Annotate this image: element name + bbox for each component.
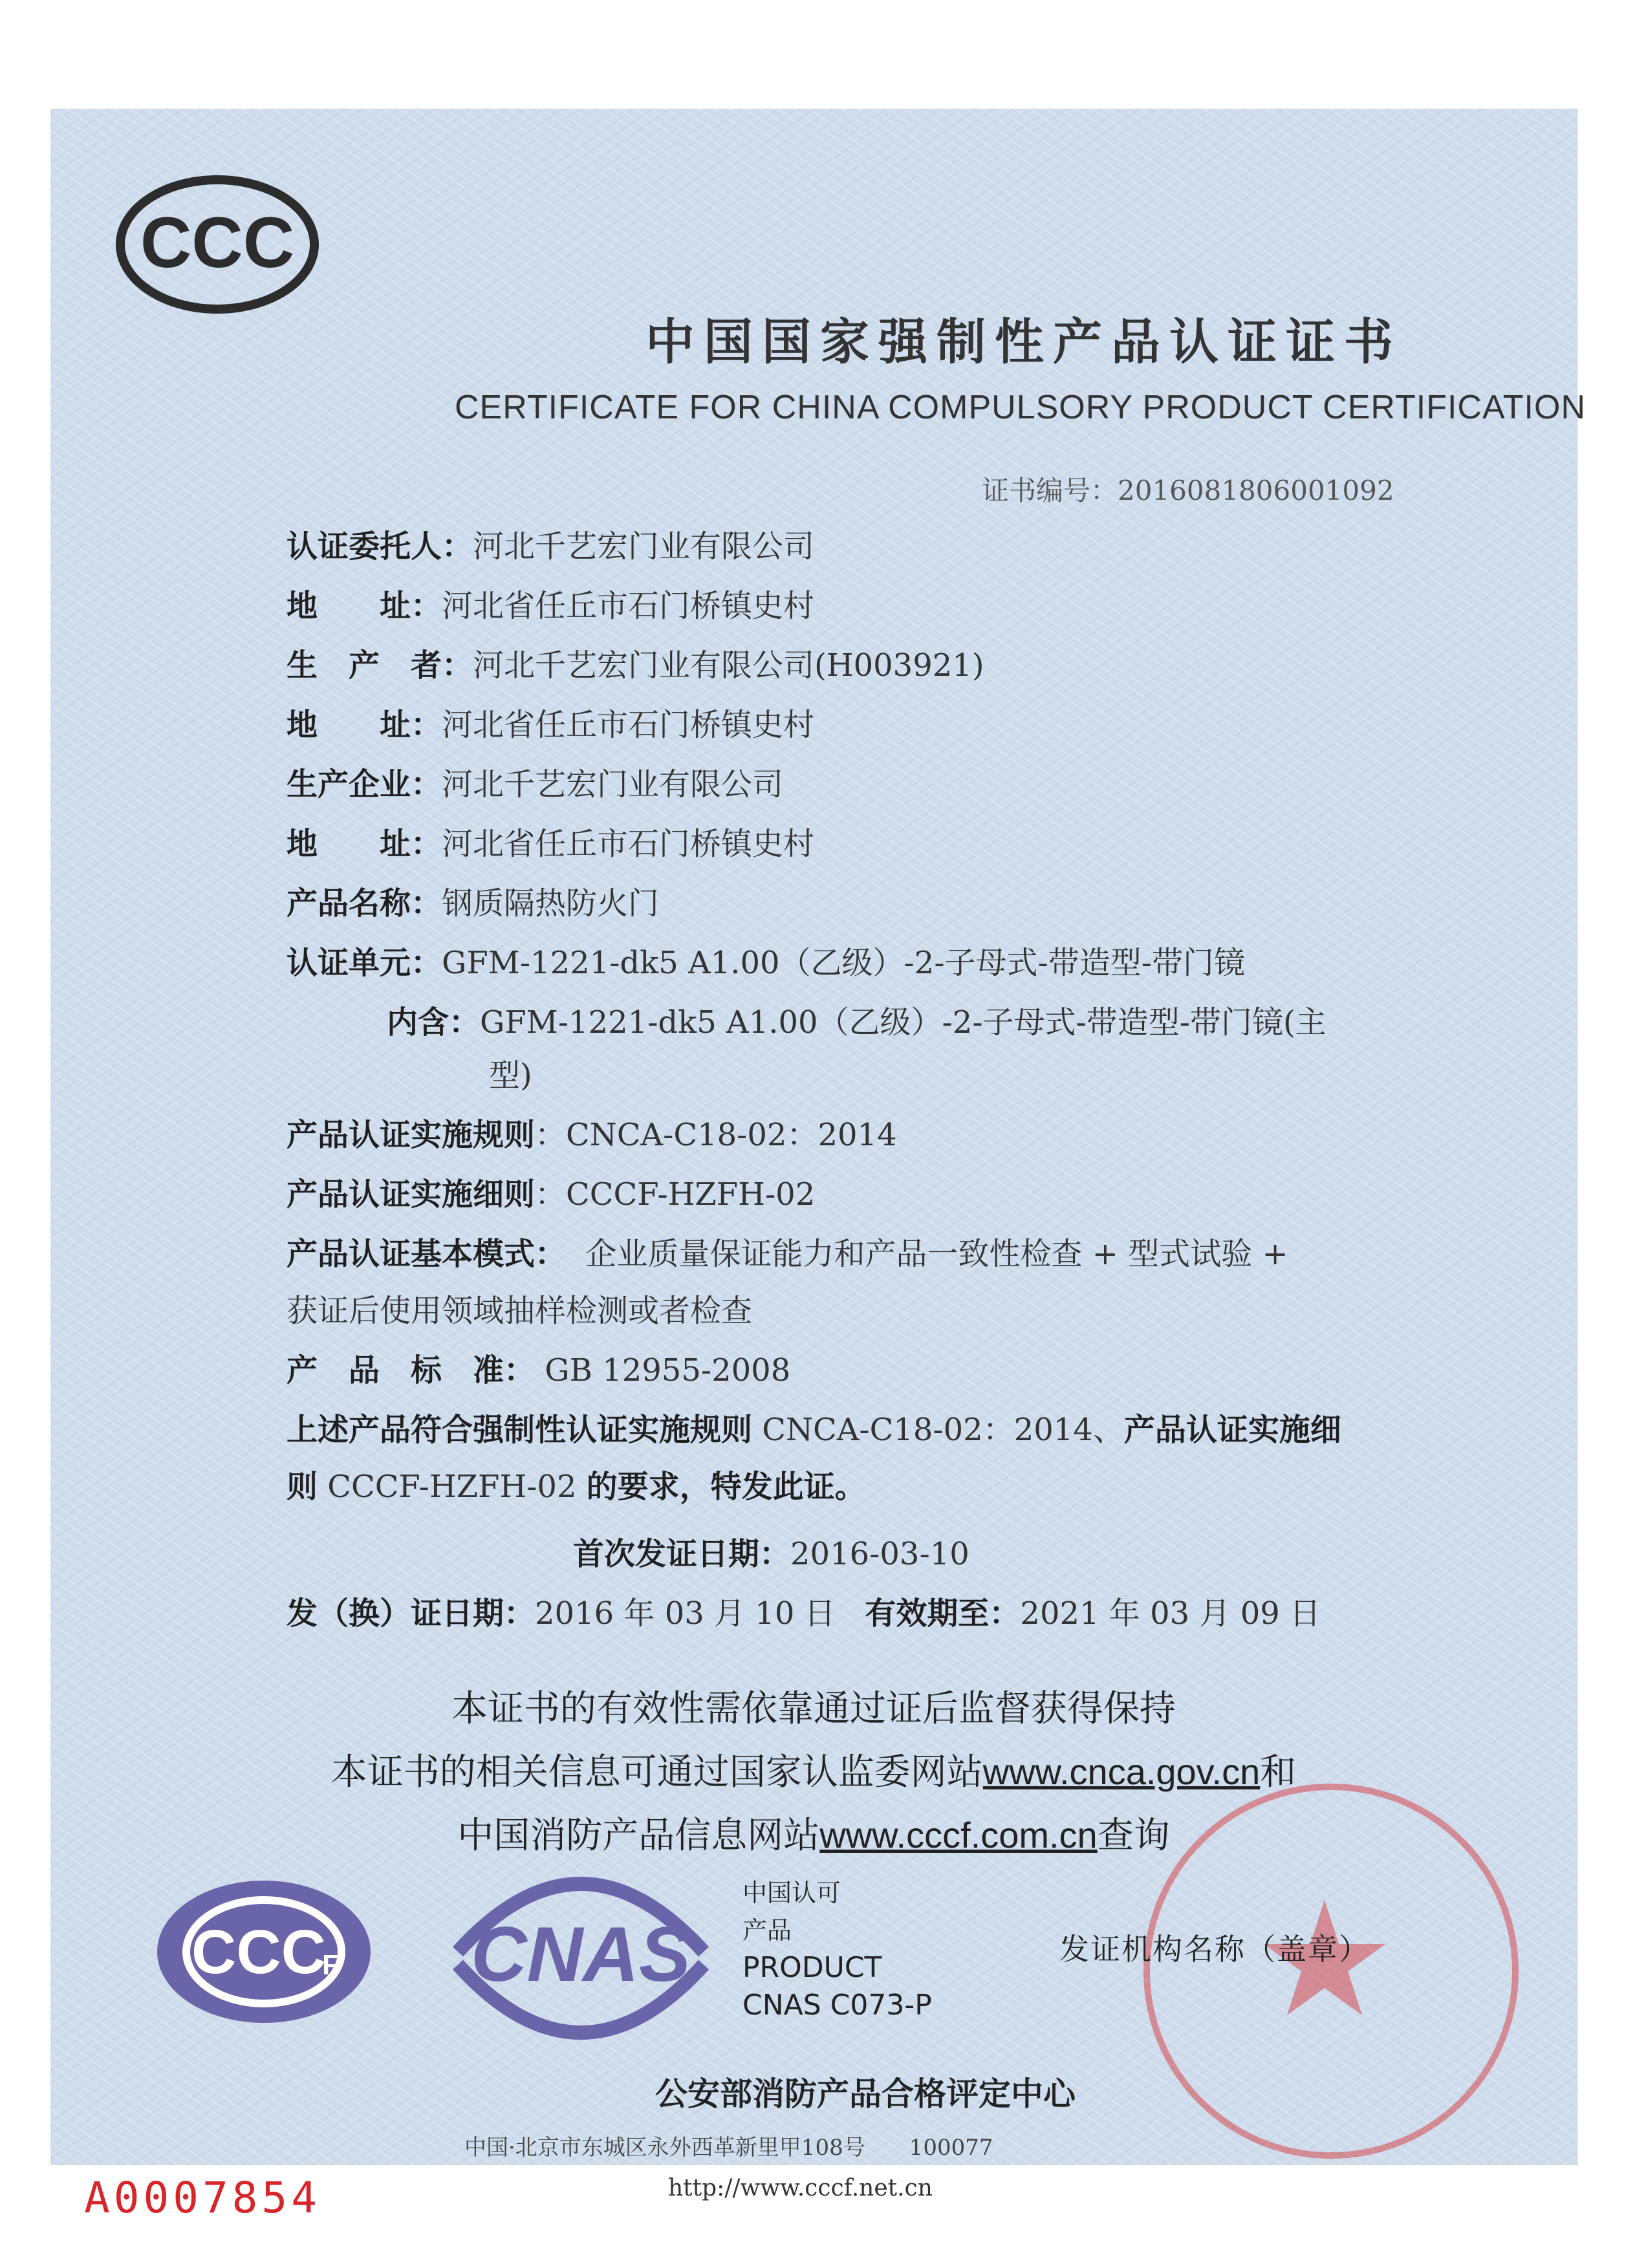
issuer-address: 中国·北京市东城区永外西革新里甲108号 100077	[464, 2135, 993, 2161]
address-value: 河北省任丘市石门桥镇史村	[442, 707, 815, 743]
valid-until-label: 有效期至：	[865, 1595, 1021, 1632]
applicant-value: 河北千艺宏门业有限公司	[473, 528, 815, 565]
implementation-detail-row	[287, 1169, 815, 1214]
contains-label: 内含：	[387, 1004, 481, 1041]
manufacturer-row	[287, 640, 984, 685]
certificate-number: 证书编号：2016081806001092	[982, 475, 1394, 506]
implementation-rule-row	[287, 1110, 897, 1154]
address-value: 河北省任丘市石门桥镇史村	[442, 588, 815, 624]
contains-row-continued	[489, 1050, 532, 1095]
svg-text:CNAS: CNAS	[470, 1911, 691, 1998]
issuer-seal-label: 发证机构名称（盖章）	[1059, 1932, 1370, 1967]
basic-mode-value: 企业质量保证能力和产品一致性检查 + 型式试验 +	[585, 1236, 1288, 1272]
product-standard-row	[287, 1345, 790, 1390]
conformity-text: 上述产品符合强制性认证实施规则	[287, 1412, 753, 1448]
basic-mode-row-continued	[287, 1286, 752, 1330]
basic-mode-value-continued: 获证后使用领域抽样检测或者检查	[287, 1293, 753, 1329]
title-chinese: 中国国家强制性产品认证证书	[645, 313, 1402, 371]
cccf-link[interactable]: www.cccf.com.cn	[819, 1815, 1098, 1855]
conformity-text: 的要求，特发此证。	[586, 1469, 866, 1505]
cccf-logo	[154, 1877, 374, 2026]
issue-date-value: 2016 年 03 月 10 日	[535, 1595, 836, 1632]
conformity-detail-ref: CCCF-HZFH-02	[318, 1469, 587, 1505]
product-name-row	[287, 878, 659, 923]
implementation-rule-value: ：CNCA-C18-02：2014	[535, 1117, 897, 1153]
contains-row	[387, 997, 1326, 1042]
ccc-logo	[114, 173, 321, 316]
cnas-text-number: CNAS C073-P	[742, 1989, 932, 2022]
cnas-text-product-en: PRODUCT	[742, 1951, 882, 1984]
address-label: 地 址：	[287, 707, 442, 743]
issue-date-label: 发（换）证日期：	[287, 1595, 536, 1632]
applicant-row	[287, 521, 814, 566]
validity-notice: 本证书的有效性需依靠通过证后监督获得保持	[451, 1688, 1176, 1730]
cnca-notice-text: 本证书的相关信息可通过国家认监委网站	[330, 1751, 983, 1793]
manufacturer-value: 河北千艺宏门业有限公司(H003921)	[473, 647, 984, 684]
manufacturer-label: 生 产 者：	[287, 647, 473, 684]
title-english: CERTIFICATE FOR CHINA COMPULSORY PRODUCT CERTIFICATION	[455, 389, 1586, 426]
product-name-value: 钢质隔热防火门	[442, 885, 660, 922]
issue-date-row	[287, 1588, 1321, 1633]
svg-text:CCC: CCC	[191, 1917, 326, 1987]
basic-mode-label: 产品认证基本模式：	[287, 1236, 567, 1272]
cnas-text-cn: 中国认可	[742, 1879, 841, 1907]
certification-unit-value: GFM-1221-dk5 A1.00（乙级）-2-子母式-带造型-带门镜	[442, 945, 1245, 981]
issuer-name: 公安部消防产品合格评定中心	[655, 2075, 1076, 2113]
conformity-rule-ref: CNCA-C18-02：2014、	[752, 1412, 1124, 1448]
factory-row	[287, 759, 783, 804]
certification-unit-row	[287, 938, 1245, 982]
factory-value: 河北千艺宏门业有限公司	[442, 766, 784, 803]
cnca-notice-suffix: 和	[1260, 1751, 1297, 1793]
contains-value: GFM-1221-dk5 A1.00（乙级）-2-子母式-带造型-带门镜(主	[480, 1004, 1326, 1041]
first-issue-date-row	[573, 1529, 969, 1573]
address-row-1	[287, 581, 814, 625]
svg-text:F: F	[322, 1949, 340, 1981]
conformity-text: 则	[287, 1469, 318, 1505]
conformity-statement-line-2	[287, 1462, 866, 1506]
cccf-notice-text: 中国消防产品信息网站	[457, 1815, 820, 1857]
address-value: 河北省任丘市石门桥镇史村	[442, 826, 815, 862]
product-standard-value: GB 12955-2008	[545, 1352, 791, 1388]
contains-value-continued: 型)	[489, 1057, 532, 1094]
issuer-website[interactable]: http://www.cccf.net.cn	[668, 2175, 933, 2201]
applicant-label: 认证委托人：	[287, 528, 473, 565]
first-issue-date-label: 首次发证日期：	[573, 1536, 791, 1572]
address-row-3	[287, 819, 814, 863]
implementation-detail-value: ：CCCF-HZFH-02	[535, 1176, 816, 1213]
address-label: 地 址：	[287, 588, 442, 624]
implementation-detail-label: 产品认证实施细则	[287, 1176, 536, 1213]
serial-number: A0007854	[84, 2173, 321, 2223]
conformity-statement-line-1	[287, 1405, 1341, 1449]
address-row-2	[287, 700, 814, 744]
cnas-text-product-cn: 产品	[742, 1916, 792, 1945]
cccf-notice-suffix: 查询	[1097, 1815, 1170, 1857]
basic-mode-row	[287, 1229, 1288, 1273]
factory-label: 生产企业：	[287, 766, 442, 803]
conformity-text: 产品认证实施细	[1123, 1412, 1341, 1448]
cnca-link[interactable]: www.cnca.gov.cn	[982, 1751, 1261, 1792]
svg-text:CCC: CCC	[140, 203, 295, 283]
implementation-rule-label: 产品认证实施规则	[287, 1117, 536, 1153]
address-label: 地 址：	[287, 826, 442, 862]
valid-until-value: 2021 年 03 月 09 日	[1020, 1595, 1321, 1632]
first-issue-date-value: 2016-03-10	[790, 1536, 969, 1572]
product-standard-label: 产 品 标 准：	[287, 1352, 536, 1388]
cnas-accreditation-text	[742, 1874, 932, 2024]
certification-unit-label: 认证单元：	[287, 945, 442, 981]
cnas-logo	[439, 1855, 723, 2049]
product-name-label: 产品名称：	[287, 885, 442, 922]
